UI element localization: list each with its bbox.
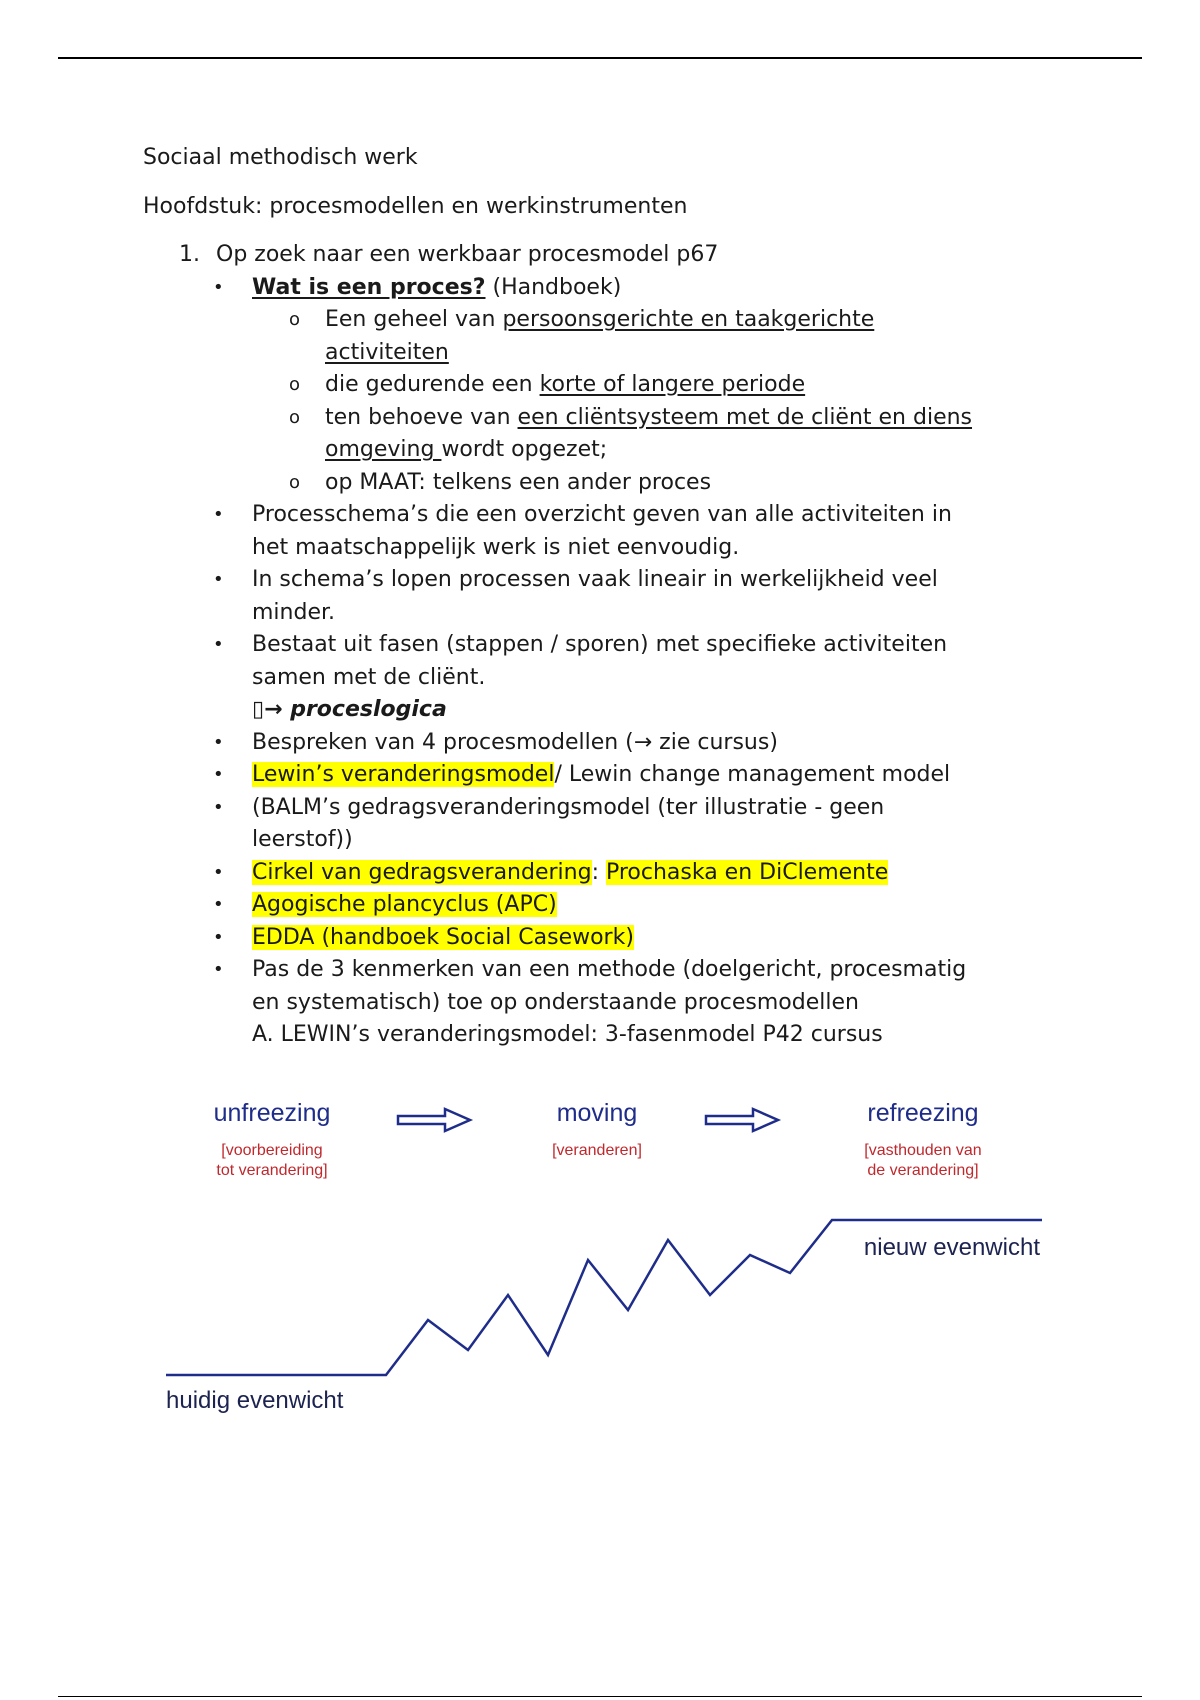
highlighted-text: Prochaska en DiClemente <box>605 859 889 885</box>
sub-bullet-icon: o <box>289 406 301 428</box>
bullet-text: Processchema’s die een overzicht geven van alle activiteiten in <box>252 502 952 527</box>
phase-refreezing-note: [vasthouden van <box>864 1142 982 1159</box>
bullet-text-cont <box>143 824 1063 857</box>
highlighted-text: Lewin’s veranderingsmodel <box>252 762 555 787</box>
highlighted-text: Cirkel van gedragsverandering <box>252 859 592 885</box>
bullet-apc <box>143 889 1063 922</box>
document-title: Sociaal methodisch werk <box>143 145 418 170</box>
bullet-balm <box>143 792 1063 825</box>
bullet-text: In schema’s lopen processen vaak lineair in werkelijkheid veel <box>252 567 938 592</box>
sub-underlined: persoonsgerichte en taakgerichte <box>502 307 875 332</box>
phase-unfreezing-note: [voorbereiding <box>221 1142 323 1159</box>
sub-item-1 <box>143 304 1063 337</box>
bullet-text: (BALM’s gedragsveranderingsmodel (ter illustratie - geen <box>252 794 885 820</box>
bullet-text-cont <box>143 597 1063 630</box>
lewin-model-heading: A. LEWIN’s veranderingsmodel: 3-fasenmodel P42 cursus <box>252 1022 883 1047</box>
sub-item-4 <box>143 467 1063 500</box>
numbered-item-1 <box>143 239 1063 272</box>
bullet-icon: • <box>213 926 224 948</box>
sub-bullet-icon: o <box>289 471 301 493</box>
proceslogica-line <box>143 694 1063 727</box>
sub-text: Een geheel van <box>325 307 503 332</box>
sub-text: op MAAT: telkens een ander proces <box>325 469 712 495</box>
sub-item-1-cont <box>143 337 1063 370</box>
start-label: huidig evenwicht <box>166 1387 344 1414</box>
proceslogica-text: proceslogica <box>290 697 447 722</box>
phase-moving-note: [veranderen] <box>552 1142 642 1159</box>
bullet-text-cont <box>143 532 1063 565</box>
arrow-icon: ▯→ <box>252 697 291 722</box>
bullet-icon: • <box>213 764 224 785</box>
bullet-procesmodellen <box>143 727 1063 760</box>
item-text: Op zoek naar een werkbaar procesmodel p67 <box>216 242 719 267</box>
bullet-text: Bestaat uit fasen (stappen / sporen) met specifieke activiteiten <box>252 632 948 657</box>
bullet-icon: • <box>213 861 224 883</box>
bullet-wat-is-proces <box>143 272 1063 305</box>
sub-item-3 <box>143 402 1063 435</box>
footer-rule <box>58 1696 1142 1697</box>
item-number: 1. <box>179 242 200 267</box>
phase-refreezing-note: de verandering] <box>867 1162 979 1179</box>
bullet-text: en systematisch) toe op onderstaande procesmodellen <box>252 989 859 1015</box>
bullet-text: minder. <box>252 599 336 625</box>
end-label: nieuw evenwicht <box>863 1234 1040 1261</box>
sub-text: ten behoeve van <box>325 404 518 430</box>
bullet-text-cont <box>143 662 1063 695</box>
phase-moving: moving <box>556 1099 638 1127</box>
sub-underlined: een cliëntsysteem met de cliënt en diens <box>517 404 973 430</box>
bullet-icon: • <box>213 796 224 818</box>
bullet-text-cont <box>143 1019 1063 1052</box>
header-rule <box>58 57 1142 59</box>
phase-unfreezing: unfreezing <box>213 1099 331 1127</box>
arrow-right-icon <box>398 1109 470 1131</box>
sub-underlined: korte of langere periode <box>539 372 806 397</box>
bullet-text: leerstof)) <box>252 827 353 852</box>
bullet-edda <box>143 922 1063 955</box>
proces-heading: Wat is een proces? <box>252 274 486 300</box>
sub-underlined: omgeving <box>325 437 442 462</box>
bullet-icon: • <box>213 569 224 590</box>
sub-item-2 <box>143 369 1063 402</box>
sub-bullet-icon: o <box>289 309 301 330</box>
sub-underlined: activiteiten <box>325 339 449 365</box>
bullet-icon: • <box>213 504 224 525</box>
arrow-right-icon <box>706 1109 778 1131</box>
document-body <box>143 142 1063 1052</box>
bullet-icon: • <box>213 959 224 980</box>
bullet-text-cont <box>143 987 1063 1020</box>
bullet-kenmerken <box>143 954 1063 987</box>
bullet-icon: • <box>213 894 224 915</box>
proces-source: (Handboek) <box>485 274 622 300</box>
bullet-text: samen met de cliënt. <box>252 664 486 690</box>
bullet-cirkel <box>143 857 1063 890</box>
separator: : <box>591 859 606 885</box>
sub-text: wordt opgezet; <box>441 437 608 462</box>
phase-unfreezing-note: tot verandering] <box>216 1162 328 1179</box>
bullet-text: Bespreken van 4 procesmodellen (→ zie cursus) <box>252 729 778 755</box>
bullet-icon: • <box>213 731 224 753</box>
bullet-fasen <box>143 629 1063 662</box>
bullet-text: Pas de 3 kenmerken van een methode (doelgericht, procesmatig <box>252 957 967 982</box>
sub-text: die gedurende een <box>325 372 540 397</box>
bullet-lewin <box>143 759 1063 792</box>
highlighted-text: EDDA (handboek Social Casework) <box>252 924 634 950</box>
bullet-text: / Lewin change management model <box>554 762 951 787</box>
bullet-icon: • <box>213 634 224 655</box>
bullet-text: het maatschappelijk werk is niet eenvoudig. <box>252 534 740 560</box>
lewin-three-phase-diagram <box>150 1085 1050 1425</box>
sub-item-3-cont <box>143 434 1063 467</box>
bullet-processchemas <box>143 499 1063 532</box>
sub-bullet-icon: o <box>289 374 301 395</box>
bullet-icon: • <box>213 276 224 298</box>
chapter-heading: Hoofdstuk: procesmodellen en werkinstrumenten <box>143 193 688 219</box>
bullet-lineair <box>143 564 1063 597</box>
phase-refreezing: refreezing <box>867 1099 979 1127</box>
highlighted-text: Agogische plancyclus (APC) <box>252 892 557 917</box>
